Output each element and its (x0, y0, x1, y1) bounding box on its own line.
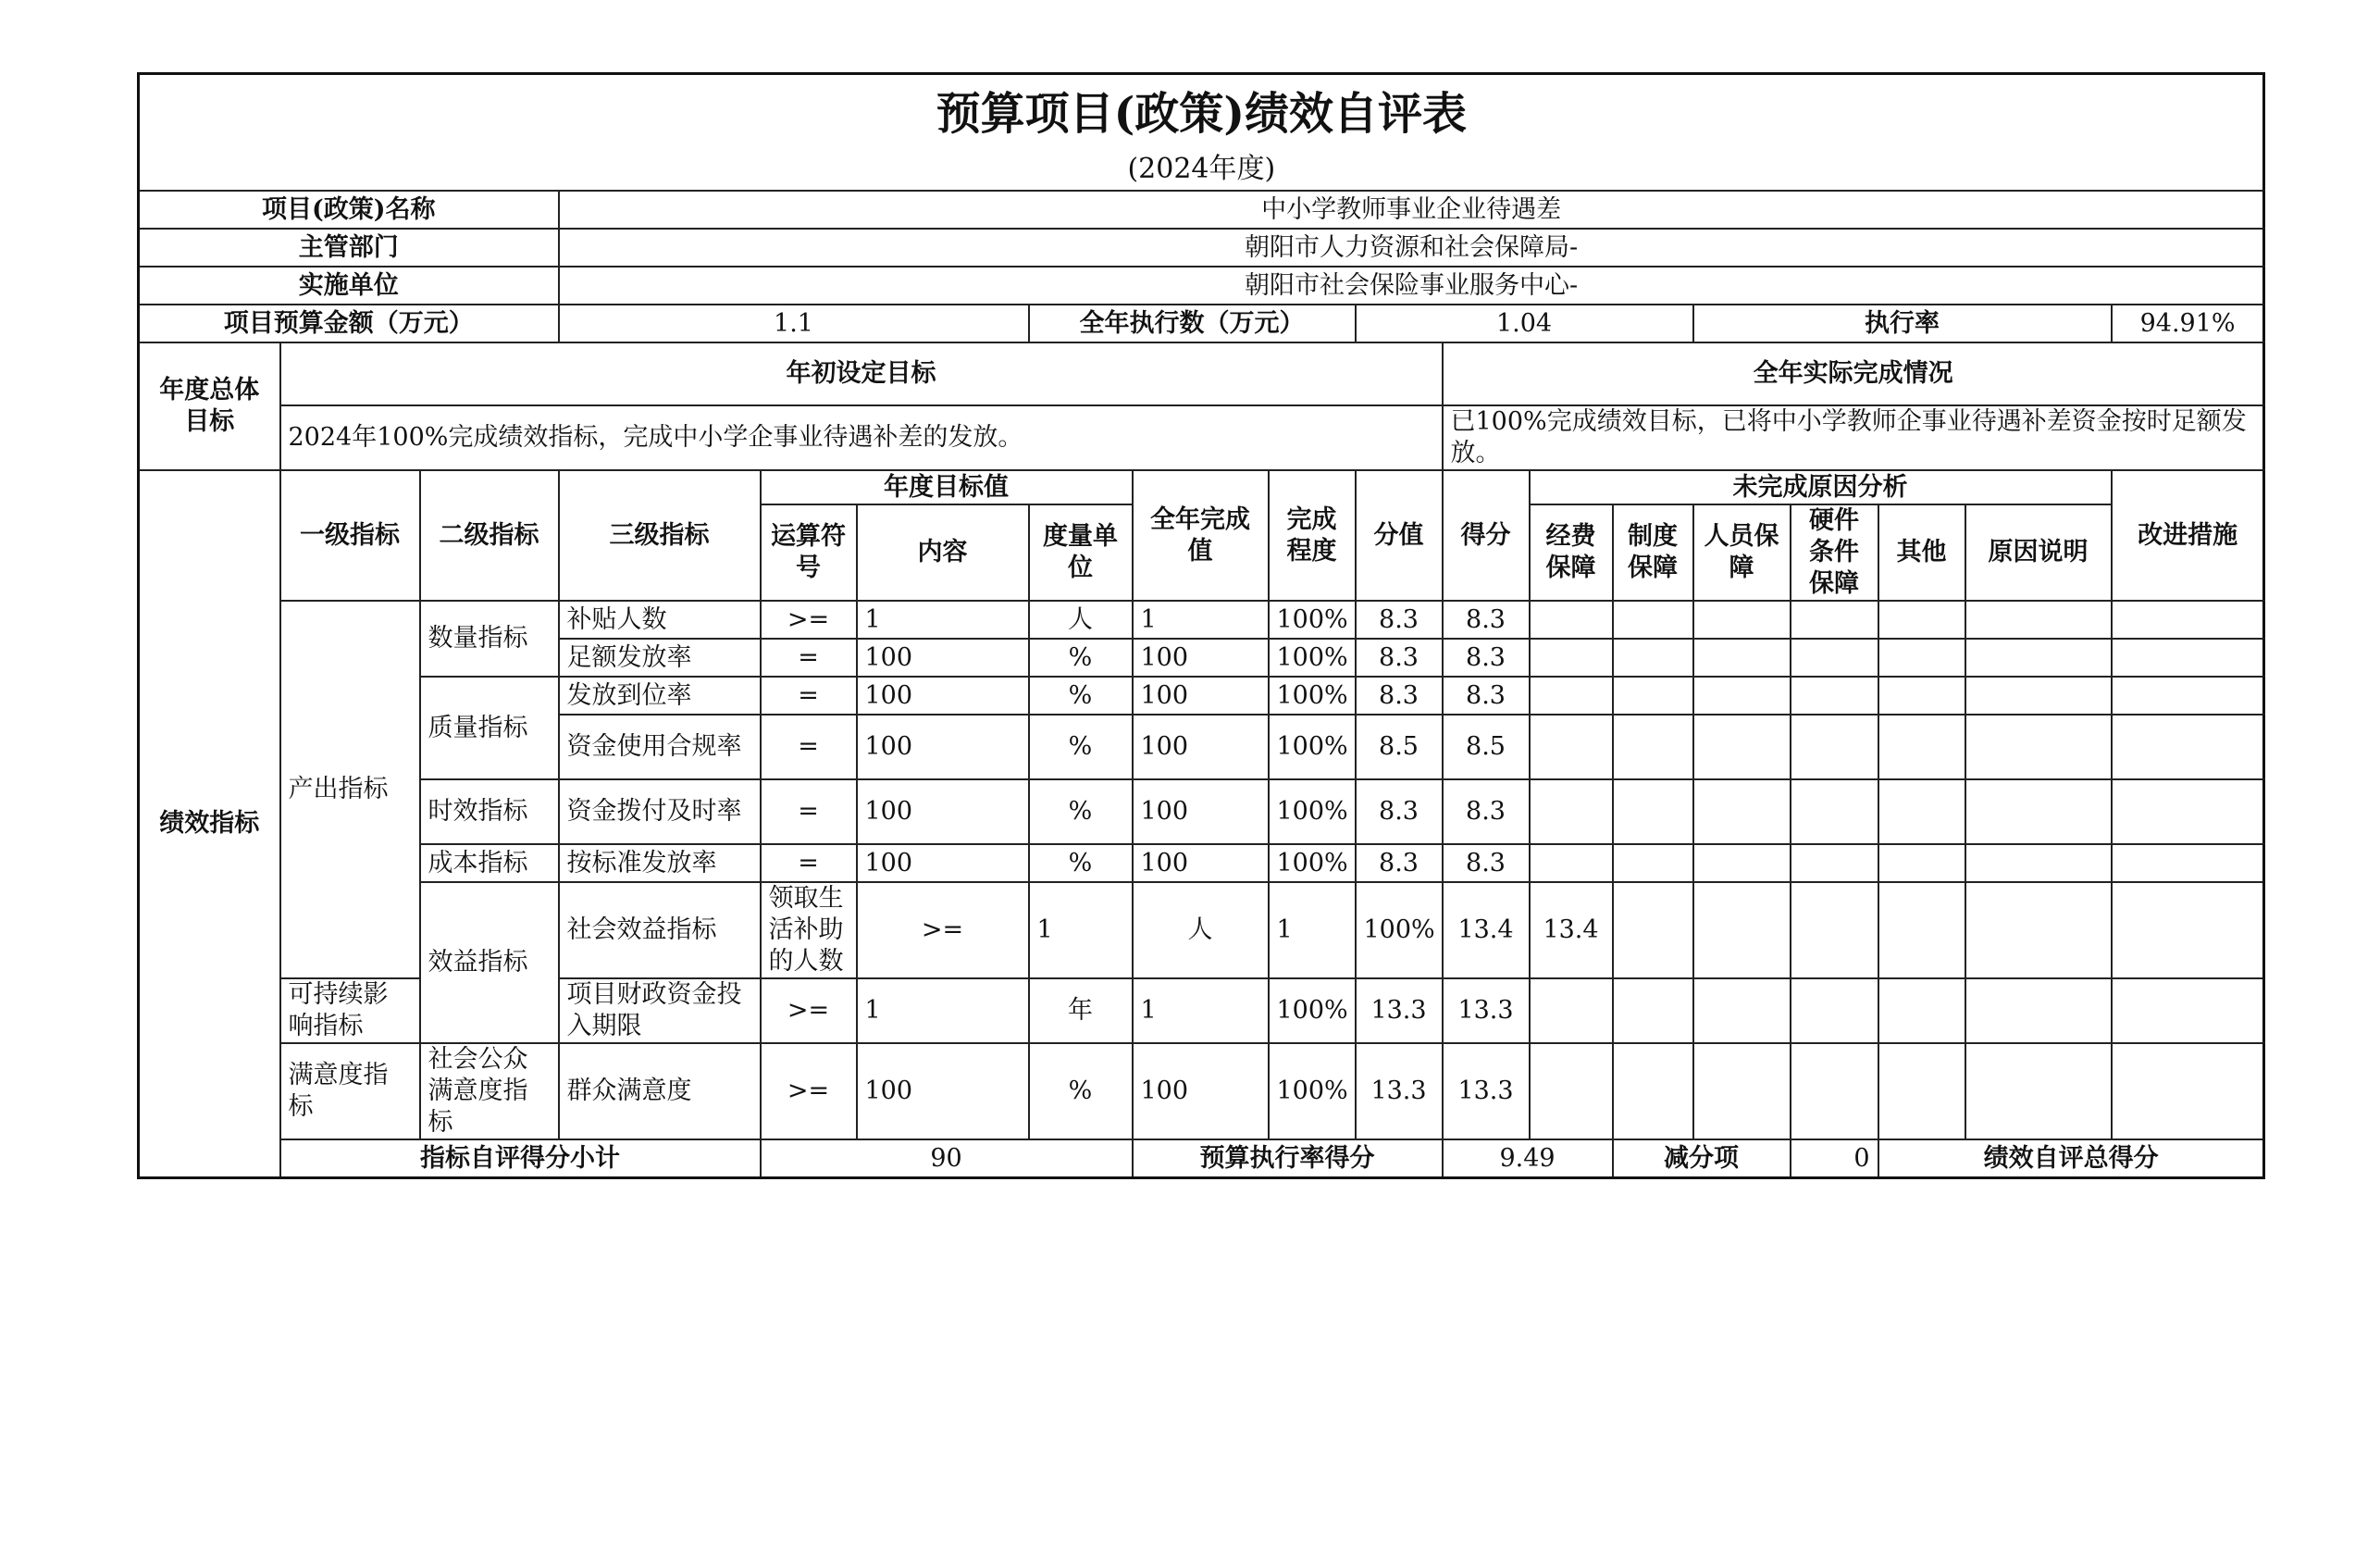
level2-cost: 成本指标 (420, 844, 559, 882)
full-year-value: 1 (1133, 601, 1269, 639)
full-year-value: 100 (1133, 677, 1269, 715)
indicator-row (139, 882, 2264, 978)
evaluation-table (137, 72, 2265, 1179)
level3-name: 领取生活补助的人数 (761, 882, 857, 978)
level2-social-benefit: 社会效益指标 (559, 882, 761, 978)
unit: % (1029, 715, 1133, 779)
level1-benefit: 效益指标 (420, 882, 559, 1043)
unit: 人 (1029, 601, 1133, 639)
level2-quantity: 数量指标 (420, 601, 559, 677)
score-value: 8.3 (1356, 844, 1443, 882)
score-value: 8.3 (1356, 677, 1443, 715)
unit: 人 (1133, 882, 1269, 978)
completion: 100% (1269, 844, 1356, 882)
actual-goal-text: 已100%完成绩效目标，已将中小学教师企事业待遇补差资金按时足额发放。 (1443, 405, 2264, 470)
completion: 100% (1269, 677, 1356, 715)
subtotal-label: 指标自评得分小计 (280, 1139, 761, 1178)
full-year-value: 1 (1133, 978, 1269, 1043)
target-content: 1 (857, 601, 1029, 639)
score: 13.3 (1443, 978, 1530, 1043)
level3-name: 补贴人数 (559, 601, 761, 639)
header-full-year: 全年完成值 (1133, 470, 1269, 601)
header-reason-analysis: 未完成原因分析 (1530, 470, 2112, 504)
header-level3: 三级指标 (559, 470, 761, 601)
implementer-label: 实施单位 (139, 267, 559, 305)
unit: % (1029, 677, 1133, 715)
score-value: 8.3 (1356, 639, 1443, 677)
score: 8.3 (1443, 844, 1530, 882)
score-value: 13.3 (1356, 978, 1443, 1043)
execution-rate-value: 94.91% (2112, 305, 2264, 342)
score-value: 8.5 (1356, 715, 1443, 779)
unit: % (1029, 639, 1133, 677)
full-year-value: 100 (1133, 715, 1269, 779)
level3-name: 按标准发放率 (559, 844, 761, 882)
target-content: 100 (857, 1043, 1029, 1139)
subtotal-value: 90 (761, 1139, 1133, 1178)
budget-amount-value: 1.1 (559, 305, 1029, 342)
year-subtitle: (2024年度) (139, 149, 2264, 191)
indicator-row (139, 779, 2264, 844)
unit: 年 (1029, 978, 1133, 1043)
header-level1: 一级指标 (280, 470, 420, 601)
header-reason-note: 原因说明 (1965, 504, 2112, 601)
header-other: 其他 (1878, 504, 1965, 601)
score-value: 13.4 (1443, 882, 1530, 978)
level2-timeliness: 时效指标 (420, 779, 559, 844)
full-year-value: 100 (1133, 1043, 1269, 1139)
operator: >= (761, 978, 857, 1043)
header-annual-target: 年度目标值 (761, 470, 1133, 504)
target-content: 1 (857, 978, 1029, 1043)
score-value: 8.3 (1356, 601, 1443, 639)
level3-name: 发放到位率 (559, 677, 761, 715)
completion: 100% (1269, 715, 1356, 779)
project-name-value: 中小学教师事业企业待遇差 (559, 191, 2264, 229)
operator: = (761, 844, 857, 882)
actual-goal-header: 全年实际完成情况 (1443, 342, 2264, 405)
score: 8.3 (1443, 601, 1530, 639)
completion: 100% (1269, 1043, 1356, 1139)
level3-name: 资金使用合规率 (559, 715, 761, 779)
level1-satisfaction: 满意度指标 (280, 1043, 420, 1139)
unit: % (1029, 779, 1133, 844)
completion: 100% (1269, 601, 1356, 639)
level3-name: 足额发放率 (559, 639, 761, 677)
target-content: 100 (857, 844, 1029, 882)
level1-output: 产出指标 (280, 601, 420, 978)
completion: 100% (1269, 978, 1356, 1043)
operator: = (761, 677, 857, 715)
header-content: 内容 (857, 504, 1029, 601)
budget-amount-label: 项目预算金额（万元） (139, 305, 559, 342)
header-funding: 经费保障 (1530, 504, 1613, 601)
operator: >= (761, 1043, 857, 1139)
execution-amount-value: 1.04 (1356, 305, 1693, 342)
full-year-value: 100 (1133, 639, 1269, 677)
header-operator: 运算符号 (761, 504, 857, 601)
completion: 100% (1269, 779, 1356, 844)
completion: 100% (1356, 882, 1443, 978)
target-content: 100 (857, 677, 1029, 715)
department-value: 朝阳市人力资源和社会保障局- (559, 229, 2264, 267)
level2-public-satisfaction: 社会公众满意度指标 (420, 1043, 559, 1139)
project-name-label: 项目(政策)名称 (139, 191, 559, 229)
level2-quality: 质量指标 (420, 677, 559, 779)
level3-name: 资金拨付及时率 (559, 779, 761, 844)
unit: % (1029, 844, 1133, 882)
planned-goal-header: 年初设定目标 (280, 342, 1443, 405)
execution-amount-label: 全年执行数（万元） (1029, 305, 1356, 342)
indicator-row (139, 1043, 2264, 1139)
unit: % (1029, 1043, 1133, 1139)
budget-score-label: 预算执行率得分 (1133, 1139, 1443, 1178)
page-title: 预算项目(政策)绩效自评表 (139, 74, 2264, 150)
indicator-row (139, 601, 2264, 639)
department-label: 主管部门 (139, 229, 559, 267)
operator: = (761, 715, 857, 779)
annual-goal-label: 年度总体目标 (139, 342, 280, 470)
score: 13.4 (1530, 882, 1613, 978)
target-content: 100 (857, 715, 1029, 779)
target-content: 100 (857, 639, 1029, 677)
score: 8.3 (1443, 779, 1530, 844)
level3-name: 群众满意度 (559, 1043, 761, 1139)
operator: = (761, 779, 857, 844)
target-content: 1 (1029, 882, 1133, 978)
full-year-value: 100 (1133, 779, 1269, 844)
operator: >= (761, 601, 857, 639)
evaluation-sheet (137, 72, 2253, 1179)
score-value: 8.3 (1356, 779, 1443, 844)
score: 8.5 (1443, 715, 1530, 779)
score: 8.3 (1443, 677, 1530, 715)
header-hardware: 硬件条件保障 (1791, 504, 1878, 601)
header-score-value: 分值 (1356, 470, 1443, 601)
budget-score-value: 9.49 (1443, 1139, 1613, 1178)
level2-sustainability: 可持续影响指标 (280, 978, 420, 1043)
header-system: 制度保障 (1613, 504, 1693, 601)
operator: = (761, 639, 857, 677)
deduction-label: 减分项 (1613, 1139, 1791, 1178)
operator: >= (857, 882, 1029, 978)
header-score: 得分 (1443, 470, 1530, 601)
header-improvement: 改进措施 (2112, 470, 2264, 601)
header-completion: 完成程度 (1269, 470, 1356, 601)
header-unit: 度量单位 (1029, 504, 1133, 601)
full-year-value: 1 (1269, 882, 1356, 978)
completion: 100% (1269, 639, 1356, 677)
execution-rate-label: 执行率 (1693, 305, 2112, 342)
level3-name: 项目财政资金投入期限 (559, 978, 761, 1043)
implementer-value: 朝阳市社会保险事业服务中心- (559, 267, 2264, 305)
score-value: 13.3 (1356, 1043, 1443, 1139)
deduction-value: 0 (1791, 1139, 1878, 1178)
full-year-value: 100 (1133, 844, 1269, 882)
indicators-label: 绩效指标 (139, 470, 280, 1178)
planned-goal-text: 2024年100%完成绩效指标，完成中小学企事业待遇补差的发放。 (280, 405, 1443, 470)
target-content: 100 (857, 779, 1029, 844)
indicator-row (139, 677, 2264, 715)
header-level2: 二级指标 (420, 470, 559, 601)
indicator-row (139, 844, 2264, 882)
score: 13.3 (1443, 1043, 1530, 1139)
header-personnel: 人员保障 (1693, 504, 1791, 601)
total-score-label: 绩效自评总得分 (1878, 1139, 2264, 1178)
score: 8.3 (1443, 639, 1530, 677)
